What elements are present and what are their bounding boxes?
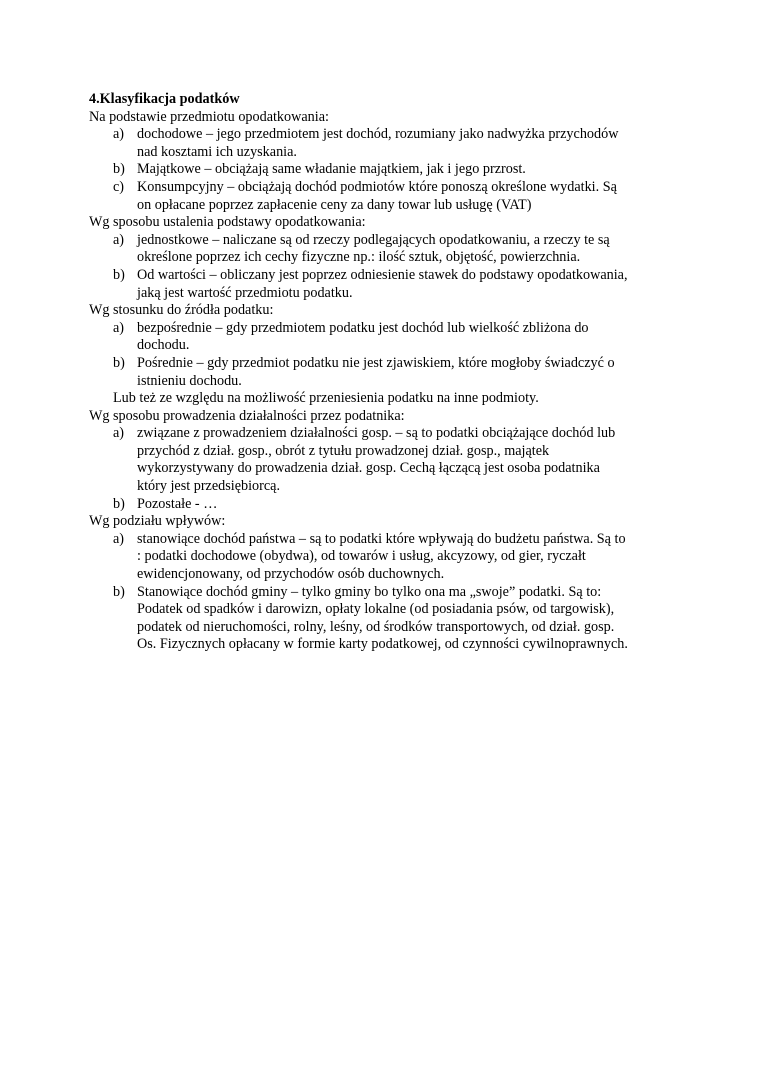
list-item-line: dochodu. [137, 337, 190, 354]
list-item-line: jaką jest wartość przedmiotu podatku. [137, 284, 353, 301]
list-item [89, 179, 689, 214]
list-item [89, 126, 689, 161]
list-item [89, 320, 689, 355]
section-podstawa [89, 214, 689, 302]
list-item-line: bezpośrednie – gdy przedmiotem podatku jest dochód lub wielkość zbliżona do [137, 319, 589, 336]
list-item-line: Od wartości – obliczany jest poprzez odniesienie stawek do podstawy opodatkowania, [137, 266, 628, 283]
list-item-line: stanowiące dochód państwa – są to podatki które wpływają do budżetu państwa. Są to [137, 530, 626, 547]
list-item [89, 161, 689, 179]
list-item-line: nad kosztami ich uzyskania. [137, 143, 297, 160]
list-item [89, 425, 689, 495]
list-item-line: Pozostałe - … [137, 495, 218, 512]
section-zrodlo [89, 302, 689, 408]
list-marker: c) [113, 178, 125, 195]
list-marker: b) [113, 161, 125, 178]
list-item-line: Konsumpcyjny – obciążają dochód podmiotów które ponoszą określone wydatki. Są [137, 178, 617, 195]
section-list [89, 232, 689, 302]
list-item-line: on opłacane poprzez zapłacenie ceny za dany towar lub usługę (VAT) [137, 196, 532, 213]
section-list [89, 126, 689, 214]
list-marker: b) [113, 266, 125, 283]
list-marker: a) [113, 530, 125, 547]
list-item-line: wykorzystywany do prowadzenia dział. gosp. Cechą łączącą jest osoba podatnika [137, 460, 600, 477]
section-list [89, 425, 689, 513]
list-item [89, 496, 689, 514]
list-item [89, 584, 689, 654]
list-item-line: Pośrednie – gdy przedmiot podatku nie jest zjawiskiem, które mogłoby świadczyć o [137, 354, 615, 371]
section-heading: Na podstawie przedmiotu opodatkowania: [89, 108, 329, 125]
list-item-line: przychód z dział. gosp., obrót z tytułu prowadzonej dział. gosp., majątek [137, 442, 550, 459]
list-marker: a) [113, 319, 125, 336]
list-item-line: : podatki dochodowe (obydwa), od towarów i usług, akcyzowy, od gier, ryczałt [137, 548, 586, 565]
section-heading: Wg podziału wpływów: [89, 513, 226, 530]
document-page [89, 91, 689, 654]
list-marker: a) [113, 425, 125, 442]
section-note: Lub też ze względu na możliwość przeniesienia podatku na inne podmioty. [113, 390, 539, 407]
section-list [89, 531, 689, 654]
section-wplywy [89, 513, 689, 654]
section-heading: Wg stosunku do źródła podatku: [89, 302, 274, 319]
list-item-line: podatek od nieruchomości, rolny, leśny, od środków transportowych, od dział. gosp. [137, 618, 615, 635]
list-item-line: określone poprzez ich cechy fizyczne np.: ilość sztuk, objętość, powierzchnia. [137, 249, 581, 266]
section-heading: Wg sposobu ustalenia podstawy opodatkowania: [89, 214, 366, 231]
list-item-line: ewidencjonowany, od przychodów osób duchownych. [137, 566, 445, 583]
list-item-line: Stanowiące dochód gminy – tylko gminy bo tylko ona ma „swoje” podatki. Są to: [137, 583, 602, 600]
list-item-line: Os. Fizycznych opłacany w formie karty podatkowej, od czynności cywilnoprawnych. [137, 636, 628, 653]
list-marker: b) [113, 495, 125, 512]
list-marker: a) [113, 126, 125, 143]
section-list [89, 320, 689, 390]
list-item [89, 355, 689, 390]
list-item [89, 531, 689, 584]
section-dzialalnosc [89, 408, 689, 514]
list-item-line: Majątkowe – obciążają same władanie majątkiem, jak i jego przrost. [137, 161, 526, 178]
list-item [89, 267, 689, 302]
list-marker: b) [113, 583, 125, 600]
list-marker: a) [113, 231, 125, 248]
section-heading: Wg sposobu prowadzenia działalności przez podatnika: [89, 407, 405, 424]
list-item-line: dochodowe – jego przedmiotem jest dochód, rozumiany jako nadwyżka przychodów [137, 126, 619, 143]
list-item-line: jednostkowe – naliczane są od rzeczy podlegających opodatkowaniu, a rzeczy te są [137, 231, 610, 248]
section-przedmiot [89, 109, 689, 215]
list-item-line: istnieniu dochodu. [137, 372, 242, 389]
list-item [89, 232, 689, 267]
list-item-line: Podatek od spadków i darowizn, opłaty lokalne (od posiadania psów, od targowisk), [137, 601, 615, 618]
list-marker: b) [113, 354, 125, 371]
list-item-line: związane z prowadzeniem działalności gosp. – są to podatki obciążające dochód lub [137, 425, 616, 442]
page-title: 4.Klasyfikacja podatków [89, 91, 240, 107]
list-item-line: który jest przedsiębiorcą. [137, 478, 281, 495]
